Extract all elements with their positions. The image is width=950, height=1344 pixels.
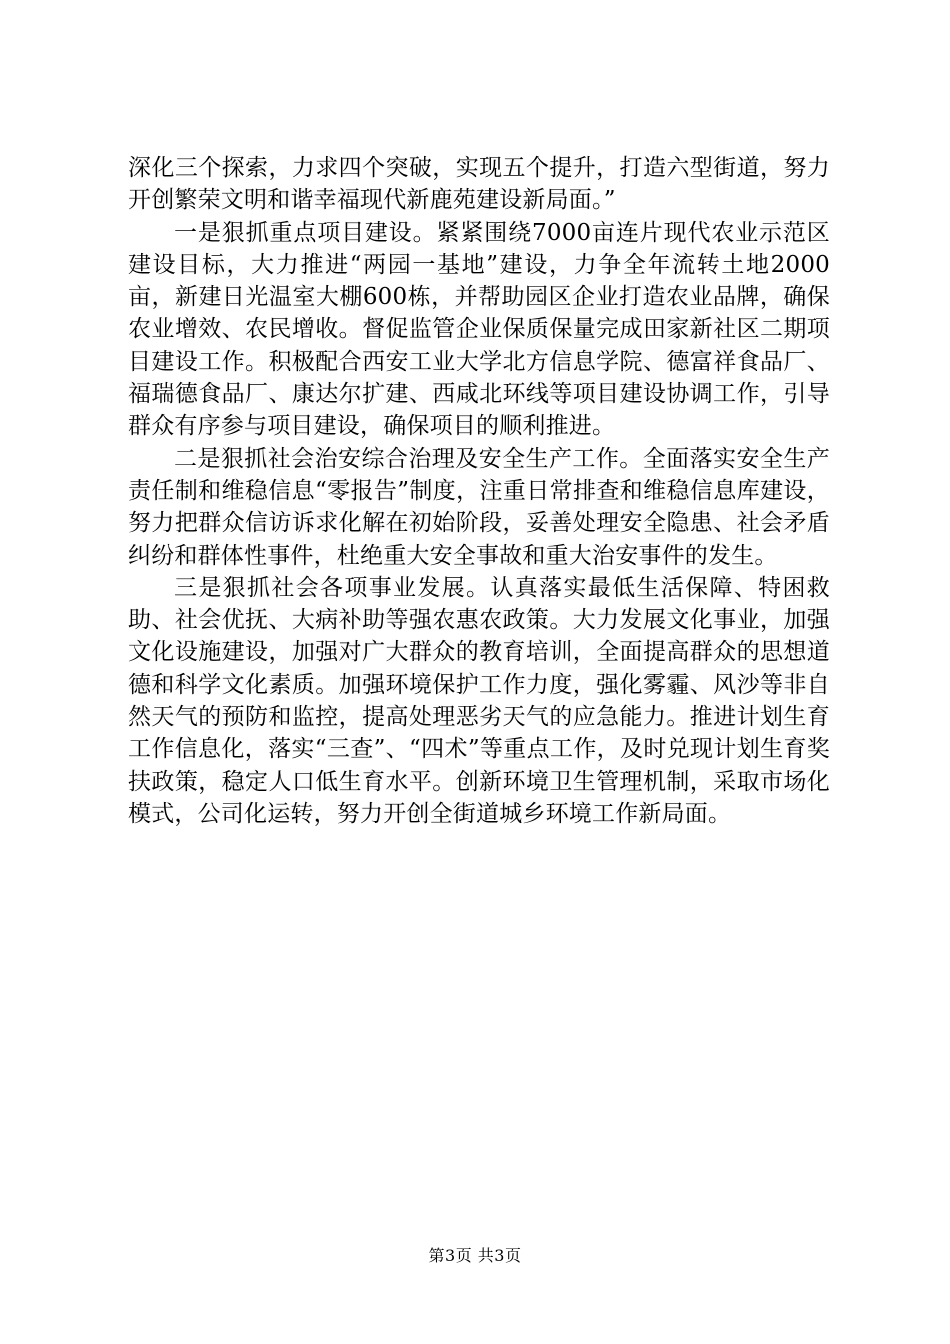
page-footer	[0, 1246, 950, 1266]
page-number: 第3页 共3页	[428, 1246, 522, 1265]
paragraph-public-security: 二是狠抓社会治安综合治理及安全生产工作。全面落实安全生产责任制和维稳信息“零报告”制度，注重日常排查和维稳信息库建设，努力把群众信访诉求化解在初始阶段，妥善处理安全隐患、社会矛盾纠纷和群体性事件，杜绝重大安全事故和重大治安事件的发生。	[128, 445, 830, 569]
document-body	[128, 152, 830, 830]
paragraph-key-projects: 一是狠抓重点项目建设。紧紧围绕7000亩连片现代农业示范区建设目标，大力推进“两园一基地”建设，力争全年流转土地2000亩，新建日光温室大棚600栋，并帮助园区企业打造农业品牌，确保农业增效、农民增收。督促监管企业保质保量完成田家新社区二期项目建设工作。积极配合西安工业大学北方信息学院、德富祥食品厂、福瑞德食品厂、康达尔扩建、西咸北环线等项目建设协调工作，引导群众有序参与项目建设，确保项目的顺利推进。	[128, 219, 830, 440]
paragraph-intro-continuation: 深化三个探索，力求四个突破，实现五个提升，打造六型街道，努力开创繁荣文明和谐幸福现代新鹿苑建设新局面。”	[128, 155, 830, 214]
paragraph-social-development: 三是狠抓社会各项事业发展。认真落实最低生活保障、特困救助、社会优抚、大病补助等强农惠农政策。大力发展文化事业，加强文化设施建设，加强对广大群众的教育培训，全面提高群众的思想道德和科学文化素质。加强环境保护工作力度，强化雾霾、风沙等非自然天气的预防和监控，提高处理恶劣天气的应急能力。推进计划生育工作信息化，落实“三查”、“四术”等重点工作，及时兑现计划生育奖扶政策，稳定人口低生育水平。创新环境卫生管理机制，采取市场化模式，公司化运转，努力开创全街道城乡环境工作新局面。	[128, 574, 830, 827]
